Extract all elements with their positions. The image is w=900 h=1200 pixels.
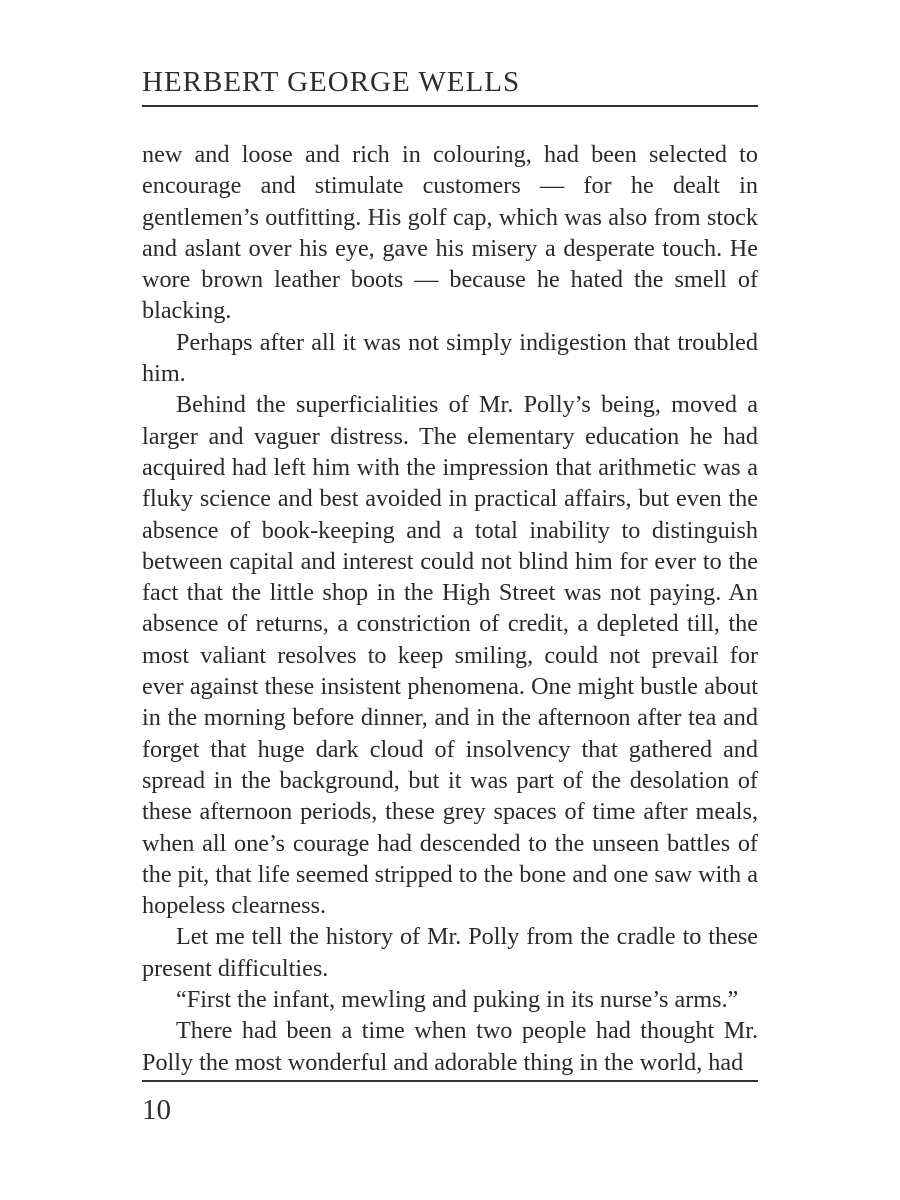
running-head-title: HERBERT GEORGE WELLS [142, 66, 521, 98]
body-text [142, 139, 758, 1078]
page-number: 10 [142, 1094, 171, 1126]
footer-rule [142, 1080, 758, 1082]
paragraph: Perhaps after all it was not simply indigestion that troubled him. [142, 328, 758, 388]
paragraph-quotation: “First the infant, mewling and puking in its nurse’s arms.” [176, 986, 739, 1014]
paragraph: There had been a time when two people had thought Mr. Polly the most wonderful and adorable thing in the world, had [142, 1017, 758, 1076]
header-rule [142, 105, 758, 107]
paragraph: Let me tell the history of Mr. Polly from the cradle to these present difficulties. [142, 923, 758, 982]
paragraph-continued: new and loose and rich in colouring, had been selected to encourage and stimulate customers — for he dealt in gentlemen’s outfitting. His golf cap, which was also from stock and aslant over his eye, gave his misery a desperate touch. He wore brown leather boots — because he hated the smell of blacking. [142, 141, 758, 325]
paragraph: Behind the superficialities of Mr. Polly’s being, moved a larger and vaguer distress. The elementary education he had acquired had left him with the impression that arithmetic was a fluky science and best avoided in practical affairs, but even the absence of book-keeping and a total inability to distinguish between capital and interest could not blind him for ever to the fact that the little shop in the High Street was not paying. An absence of returns, a constriction of credit, a depleted till, the most valiant resolves to keep smiling, could not prevail for ever against these insistent phenomena. One might bustle about in the morning before dinner, and in the afternoon after tea and forget that huge dark cloud of insolvency that gathered and spread in the background, but it was part of the desolation of these afternoon periods, these grey spaces of time after meals, when all one’s courage had descended to the unseen battles of the pit, that life seemed stripped to the bone and one saw with a hopeless clearness. [142, 391, 758, 920]
